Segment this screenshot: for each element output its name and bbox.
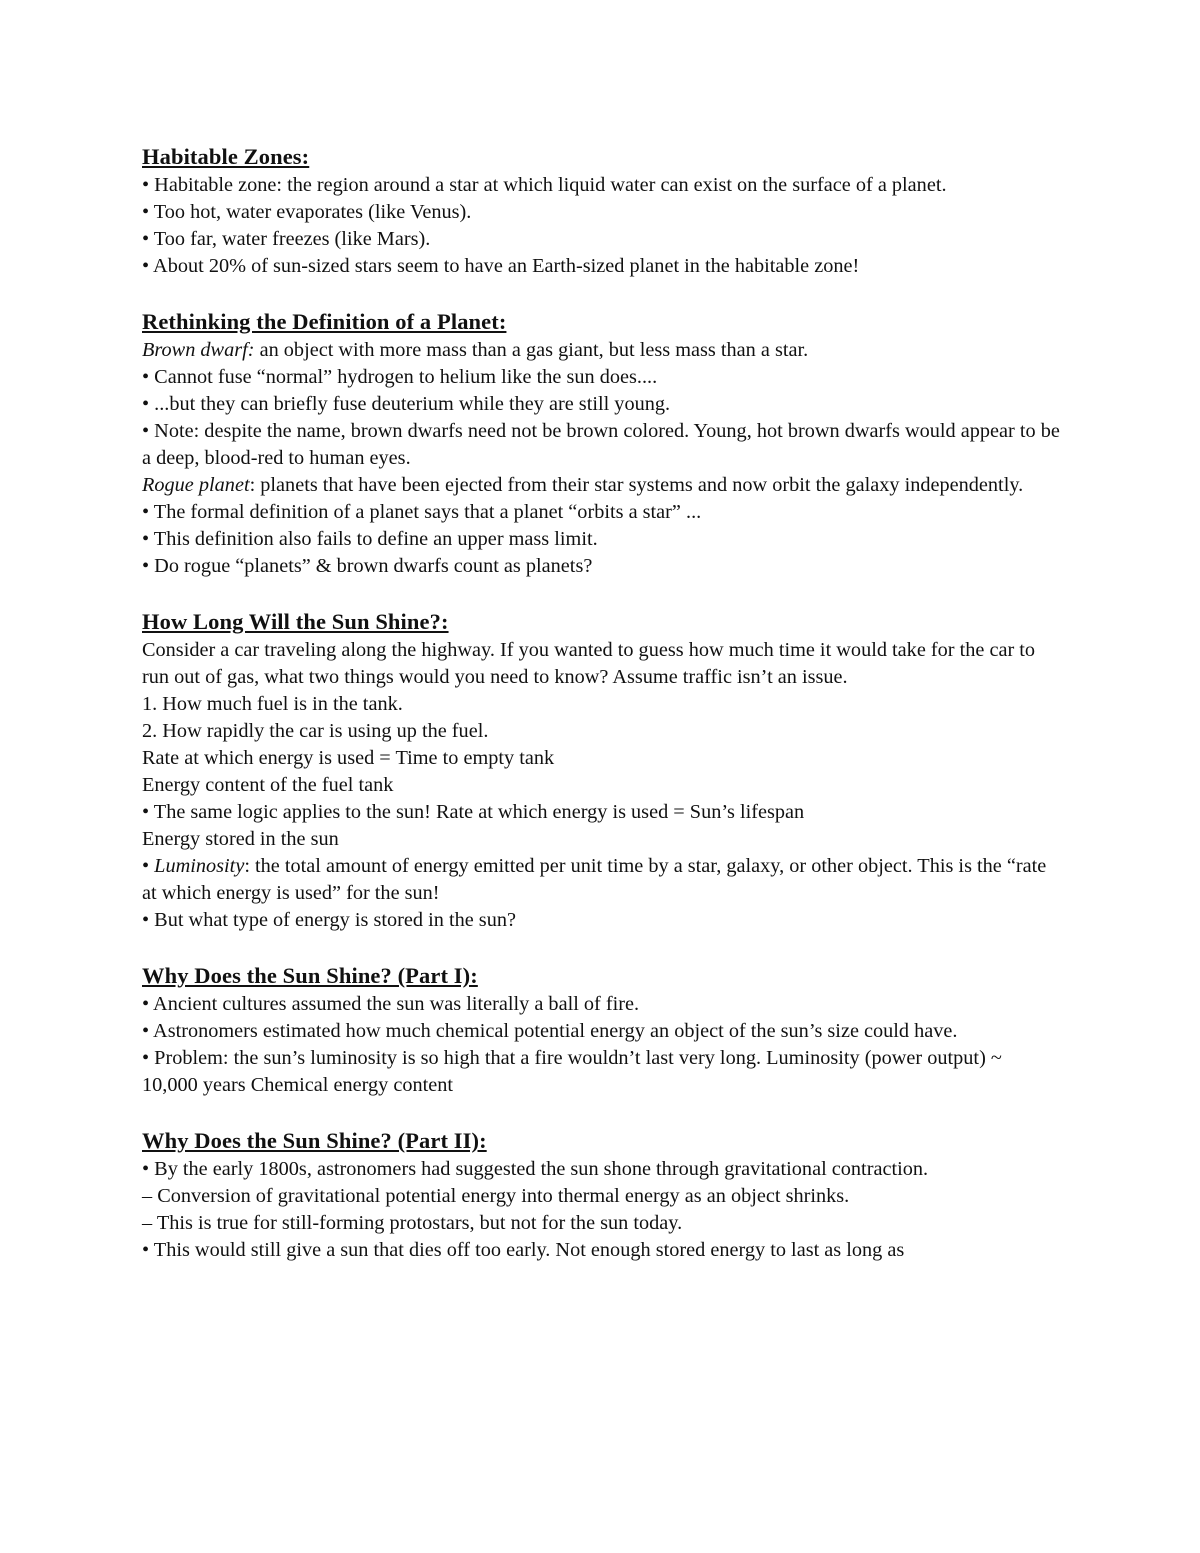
bullet-line: • Habitable zone: the region around a star at which liquid water can exist on the surface of a planet.	[142, 174, 947, 196]
definition-line	[142, 853, 1062, 907]
section-heading: Why Does the Sun Shine? (Part II):	[142, 1128, 487, 1153]
formula-line: Rate at which energy is used = Time to empty tank	[142, 747, 555, 769]
bullet-line: • ...but they can briefly fuse deuterium while they are still young.	[142, 393, 671, 415]
bullet-line: • Ancient cultures assumed the sun was literally a ball of fire.	[142, 993, 640, 1015]
bullet-line: • The formal definition of a planet says that a planet “orbits a star” ...	[142, 501, 702, 523]
section-heading: How Long Will the Sun Shine?:	[142, 609, 449, 634]
bullet-line: • Too hot, water evaporates (like Venus).	[142, 201, 472, 223]
numbered-line: 1. How much fuel is in the tank.	[142, 693, 403, 715]
formula-line: Energy stored in the sun	[142, 828, 339, 850]
bullet-line: • But what type of energy is stored in the sun?	[142, 909, 516, 931]
section-habitable-zones	[142, 142, 1062, 280]
paragraph-line: Consider a car traveling along the highway. If you wanted to guess how much time it would take for the car to run out of gas, what two things would you need to know? Assume traffic isn’t an issue.	[142, 639, 1036, 688]
term-rogue-planet: Rogue planet	[142, 474, 250, 496]
bullet-line: • The same logic applies to the sun! Rate at which energy is used = Sun’s lifespan	[142, 801, 805, 823]
section-heading: Habitable Zones:	[142, 144, 310, 169]
bullet-line: • Note: despite the name, brown dwarfs need not be brown colored. Young, hot brown dwarfs would appear to be a deep, blood-red to human eyes.	[142, 420, 1060, 469]
section-heading: Rethinking the Definition of a Planet:	[142, 309, 507, 334]
definition-text: an object with more mass than a gas giant, but less mass than a star.	[254, 339, 809, 361]
document-page	[142, 142, 1062, 1264]
term-brown-dwarf: Brown dwarf:	[142, 339, 255, 361]
section-sun-shine-part-1	[142, 961, 1062, 1099]
dash-line: – Conversion of gravitational potential energy into thermal energy as an object shrinks.	[142, 1185, 850, 1207]
section-sun-lifespan	[142, 607, 1062, 934]
bullet-line: • Do rogue “planets” & brown dwarfs count as planets?	[142, 555, 593, 577]
definition-text: : the total amount of energy emitted per unit time by a star, galaxy, or other object. This is the “rate at which energy is used” for the sun!	[142, 855, 1047, 904]
section-heading: Why Does the Sun Shine? (Part I):	[142, 963, 478, 988]
dash-line: – This is true for still-forming protostars, but not for the sun today.	[142, 1212, 683, 1234]
definition-text: : planets that have been ejected from their star systems and now orbit the galaxy independently.	[249, 474, 1024, 496]
numbered-line: 2. How rapidly the car is using up the fuel.	[142, 720, 489, 742]
definition-line	[142, 472, 1062, 499]
term-luminosity: Luminosity	[154, 855, 245, 877]
bullet-line: • This definition also fails to define an upper mass limit.	[142, 528, 598, 550]
bullet-line: • About 20% of sun-sized stars seem to have an Earth-sized planet in the habitable zone!	[142, 255, 860, 277]
bullet-line: • Cannot fuse “normal” hydrogen to helium like the sun does....	[142, 366, 658, 388]
bullet-line: • Problem: the sun’s luminosity is so high that a fire wouldn’t last very long. Luminosity (power output) ~ 10,000 years Chemical energy content	[142, 1047, 1002, 1096]
definition-line	[142, 337, 1062, 364]
bullet-line: • Too far, water freezes (like Mars).	[142, 228, 431, 250]
formula-line: Energy content of the fuel tank	[142, 774, 394, 796]
bullet-line: • By the early 1800s, astronomers had suggested the sun shone through gravitational contraction.	[142, 1158, 929, 1180]
section-sun-shine-part-2	[142, 1126, 1062, 1264]
bullet-prefix: •	[142, 855, 155, 877]
section-planet-definition	[142, 307, 1062, 580]
bullet-line: • Astronomers estimated how much chemical potential energy an object of the sun’s size could have.	[142, 1020, 958, 1042]
bullet-line: • This would still give a sun that dies off too early. Not enough stored energy to last as long as	[142, 1239, 905, 1261]
